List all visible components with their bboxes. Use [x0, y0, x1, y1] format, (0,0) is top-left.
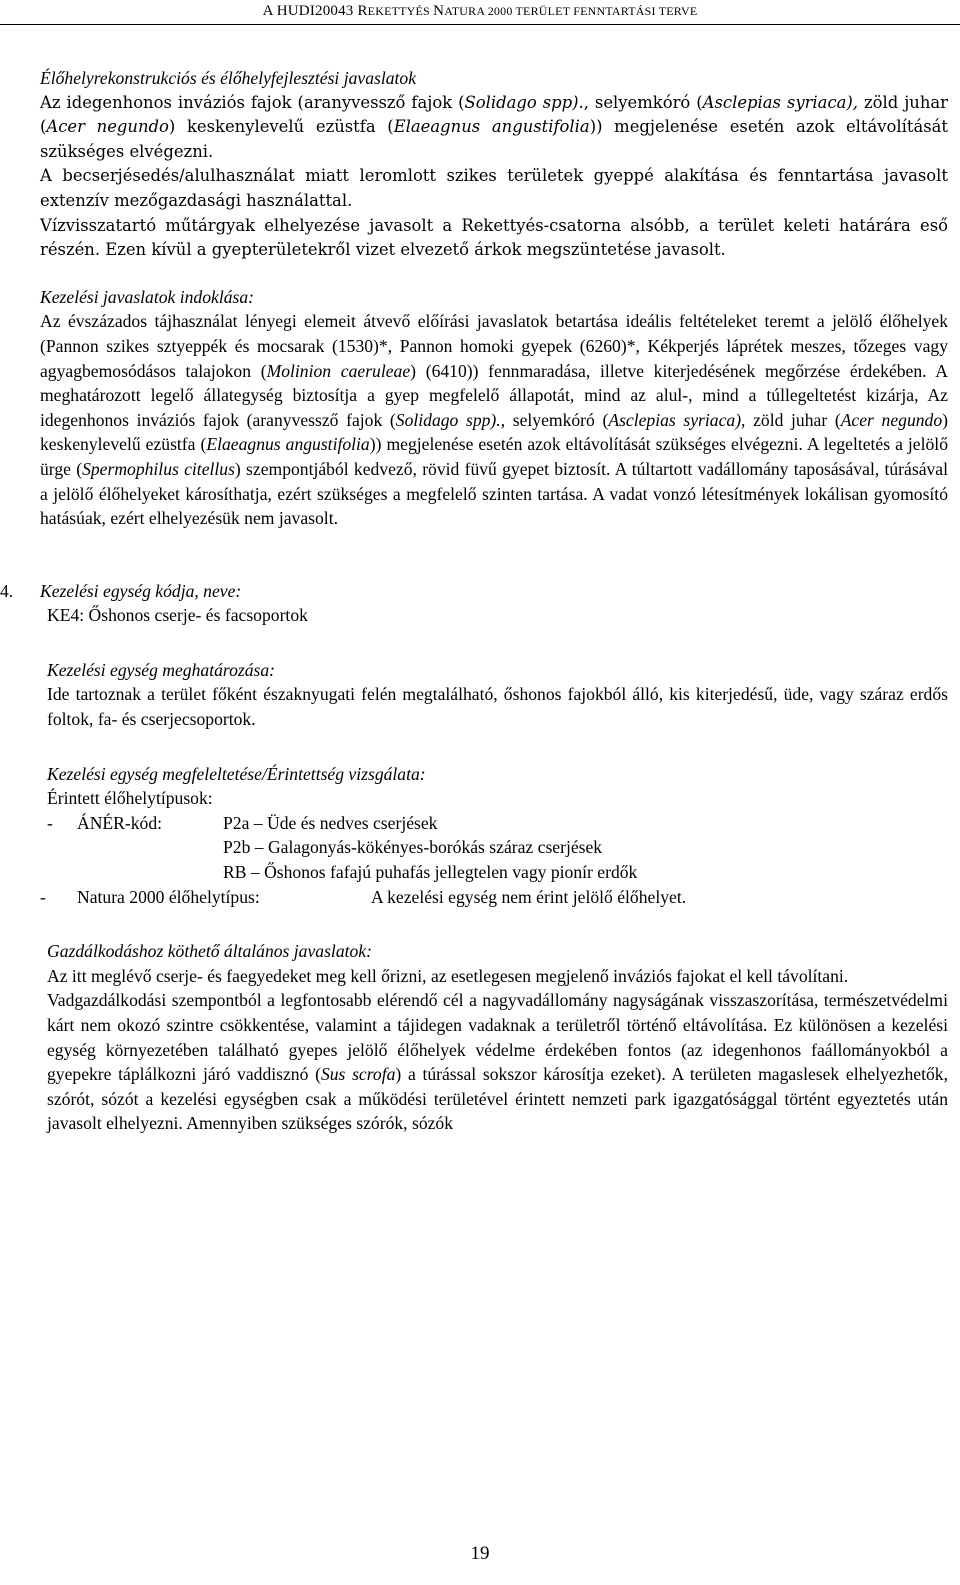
- text-run: )) megjelenése esetén azok eltávolítását szükséges elvégezni.: [40, 117, 949, 161]
- unit-heading: [0, 579, 948, 604]
- species-name: Sus scrofa: [320, 1064, 396, 1085]
- unit-definition-text: Ide tartoznak a terület főként északnyugati felén megtalálható, őshonos fajokból álló, kis kiterjedésű, üde, vagy száraz erdős foltok, fa- és cserjecsoportok.: [47, 684, 948, 730]
- text-run: Az évszázados tájhasználat lényegi elemeit átvevő előírási javaslatok betartása ideális feltételeket teremt a jelölő élőhelyek (Pannon szikes sztyeppék és mocsarak (1530)*, Pannon homoki gyepek (6260)*, Kékperjés láprétek meszes, tőzeges vagy agyagbemosódásos talajokon (: [40, 311, 948, 381]
- section-heading-reconstruction: Élőhelyrekonstrukciós és élőhelyfejlesztési javaslatok: [40, 68, 417, 88]
- text-run: )) megjelenése esetén azok eltávolítását szükséges elvégezni. A legeltetés a jelölő ürge (: [40, 434, 948, 479]
- aner-value: P2a – Üde és nedves cserjések: [223, 812, 438, 833]
- list-dash: -: [40, 886, 46, 907]
- species-name: Solidago spp).: [395, 409, 501, 430]
- text-run: , selyemkóró (: [500, 409, 609, 430]
- habitats-label: Érintett élőhelytípusok:: [47, 788, 213, 809]
- text-run: zöld juhar (: [745, 409, 841, 430]
- general-recommendations-p1: Az itt meglévő cserje- és faegyedeket meg kell őrizni, az esetlegesen megjelenő inváziós fajokat el kell távolítani.: [47, 965, 849, 986]
- paragraph-water-retention: Vízvisszatartó műtárgyak elhelyezése javasolt a Rekettyés-csatorna alsóbb, a terület keleti határára eső részén. Ezen kívül a gyepterületekről vizet elvezető árkok megszüntetése javasolt.: [40, 215, 948, 260]
- species-name: Asclepias syriaca),: [608, 409, 746, 430]
- running-header: [0, 0, 960, 25]
- header-text-1: A HUDI20043 R: [262, 3, 368, 19]
- natura-row: [40, 885, 948, 910]
- page-number: 19: [470, 1543, 490, 1564]
- aner-value: P2b – Galagonyás-kökényes-borókás száraz cserjések: [223, 837, 603, 858]
- general-recommendations-p2: [40, 988, 948, 1136]
- aner-value: RB – Őshonos fafajú puhafás jellegtelen vagy pionír erdők: [223, 862, 638, 883]
- unit-heading-text: Kezelési egység kódja, neve:: [40, 580, 242, 601]
- text-run: ) keskenylevelű ezüstfa (: [40, 409, 948, 455]
- species-name: Acer negundo: [46, 117, 169, 137]
- species-name: Elaeagnus angustifolia: [206, 434, 370, 455]
- species-name: Asclepias syriaca),: [702, 92, 859, 112]
- text-run: Az idegenhonos inváziós fajok (aranyvessző fajok (: [40, 92, 465, 112]
- text-run: ) keskenylevelű ezüstfa (: [168, 117, 394, 137]
- paragraph-justification: [40, 309, 948, 530]
- natura-label: Natura 2000 élőhelytípus:: [77, 886, 260, 907]
- species-name: Acer negundo: [840, 409, 943, 430]
- text-run: zöld juhar (: [40, 92, 949, 137]
- section-heading-justification: Kezelési javaslatok indoklása:: [40, 286, 255, 307]
- aner-row-2: [40, 835, 948, 860]
- unit-match-heading: Kezelési egység megfeleltetése/Érintettség vizsgálata:: [47, 763, 426, 784]
- general-recommendations-heading: Gazdálkodáshoz köthető általános javaslatok:: [47, 941, 372, 962]
- unit-number: 4.: [0, 580, 14, 601]
- list-dash: -: [47, 812, 53, 833]
- aner-row-3: [40, 860, 948, 885]
- species-name: Spermophilus citellus: [82, 458, 235, 479]
- species-name: Molinion caeruleae: [266, 360, 411, 381]
- header-text-3: N: [433, 3, 445, 19]
- aner-label: ÁNÉR-kód:: [77, 812, 163, 833]
- text-run: , selyemkóró (: [583, 92, 703, 112]
- header-text-2: EKETTYÉS: [367, 4, 434, 18]
- text-run: ) (6410)) fennmaradása, illetve kiterjedésének megőrzése érdekében. A meghatározott legelő állategység biztosítja a gyep megfelelő állapotát, mind az alul-, mind a túllegeltetést kizárja, Az idegenhonos inváziós fajok (aranyvessző fajok (: [40, 360, 948, 430]
- header-text-4: ATURA 2000 TERÜLET FENNTARTÁSI TERVE: [444, 4, 698, 18]
- text-run: ) a túrással sokszor károsítja ezeket). A területen magaslesek elhelyezhetők, szórót, sózót a kezelési egységben csak a működési területével érintett nemzeti park igazgatósággal történt egyeztetés után javasolt elhelyezni. Amennyiben szükséges szórók, sózók: [47, 1064, 948, 1134]
- natura-value: A kezelési egység nem érint jelölő élőhelyet.: [371, 886, 687, 907]
- species-name: Elaeagnus angustifolia: [393, 117, 590, 137]
- aner-row-1: [40, 811, 948, 836]
- species-name: Solidago spp).: [464, 92, 584, 112]
- unit-name: KE4: Őshonos cserje- és facsoportok: [47, 605, 308, 626]
- paragraph-invasive-species: [40, 91, 948, 165]
- paragraph-grassland-restoration: A becserjésedés/alulhasználat miatt leromlott szikes területek gyeppé alakítása és fenntartása javasolt extenzív mezőgazdasági használattal.: [40, 166, 948, 210]
- text-run: ) szempontjából kedvező, rövid füvű gyepet biztosít. A túltartott vadállomány taposásával, túrásával a jelölő élőhelyeket károsíthatja, ezért szükséges a megfelelő szinten tartása. A vadat vonzó létesítmények lokálisan gyomosító hatásúak, ezért elhelyezésük nem javasolt.: [40, 458, 948, 529]
- unit-definition-heading: Kezelési egység meghatározása:: [47, 659, 276, 680]
- page-content: [0, 66, 949, 1136]
- text-run: Vadgazdálkodási szempontból a legfontosabb elérendő cél a nagyvadállomány nagyságának visszaszorítása, természetvédelmi kárt nem okozó szintre csökkentése, valamint a tájidegen vadaknak a területről történő eltávolítása. Ez különösen a kezelési egység környezetében található gyepes jelölő élőhelyek védelme érdekében fontos (az idegenhonos faállományokból a gyepekre táplálkozni járó vaddisznó (: [47, 990, 948, 1085]
